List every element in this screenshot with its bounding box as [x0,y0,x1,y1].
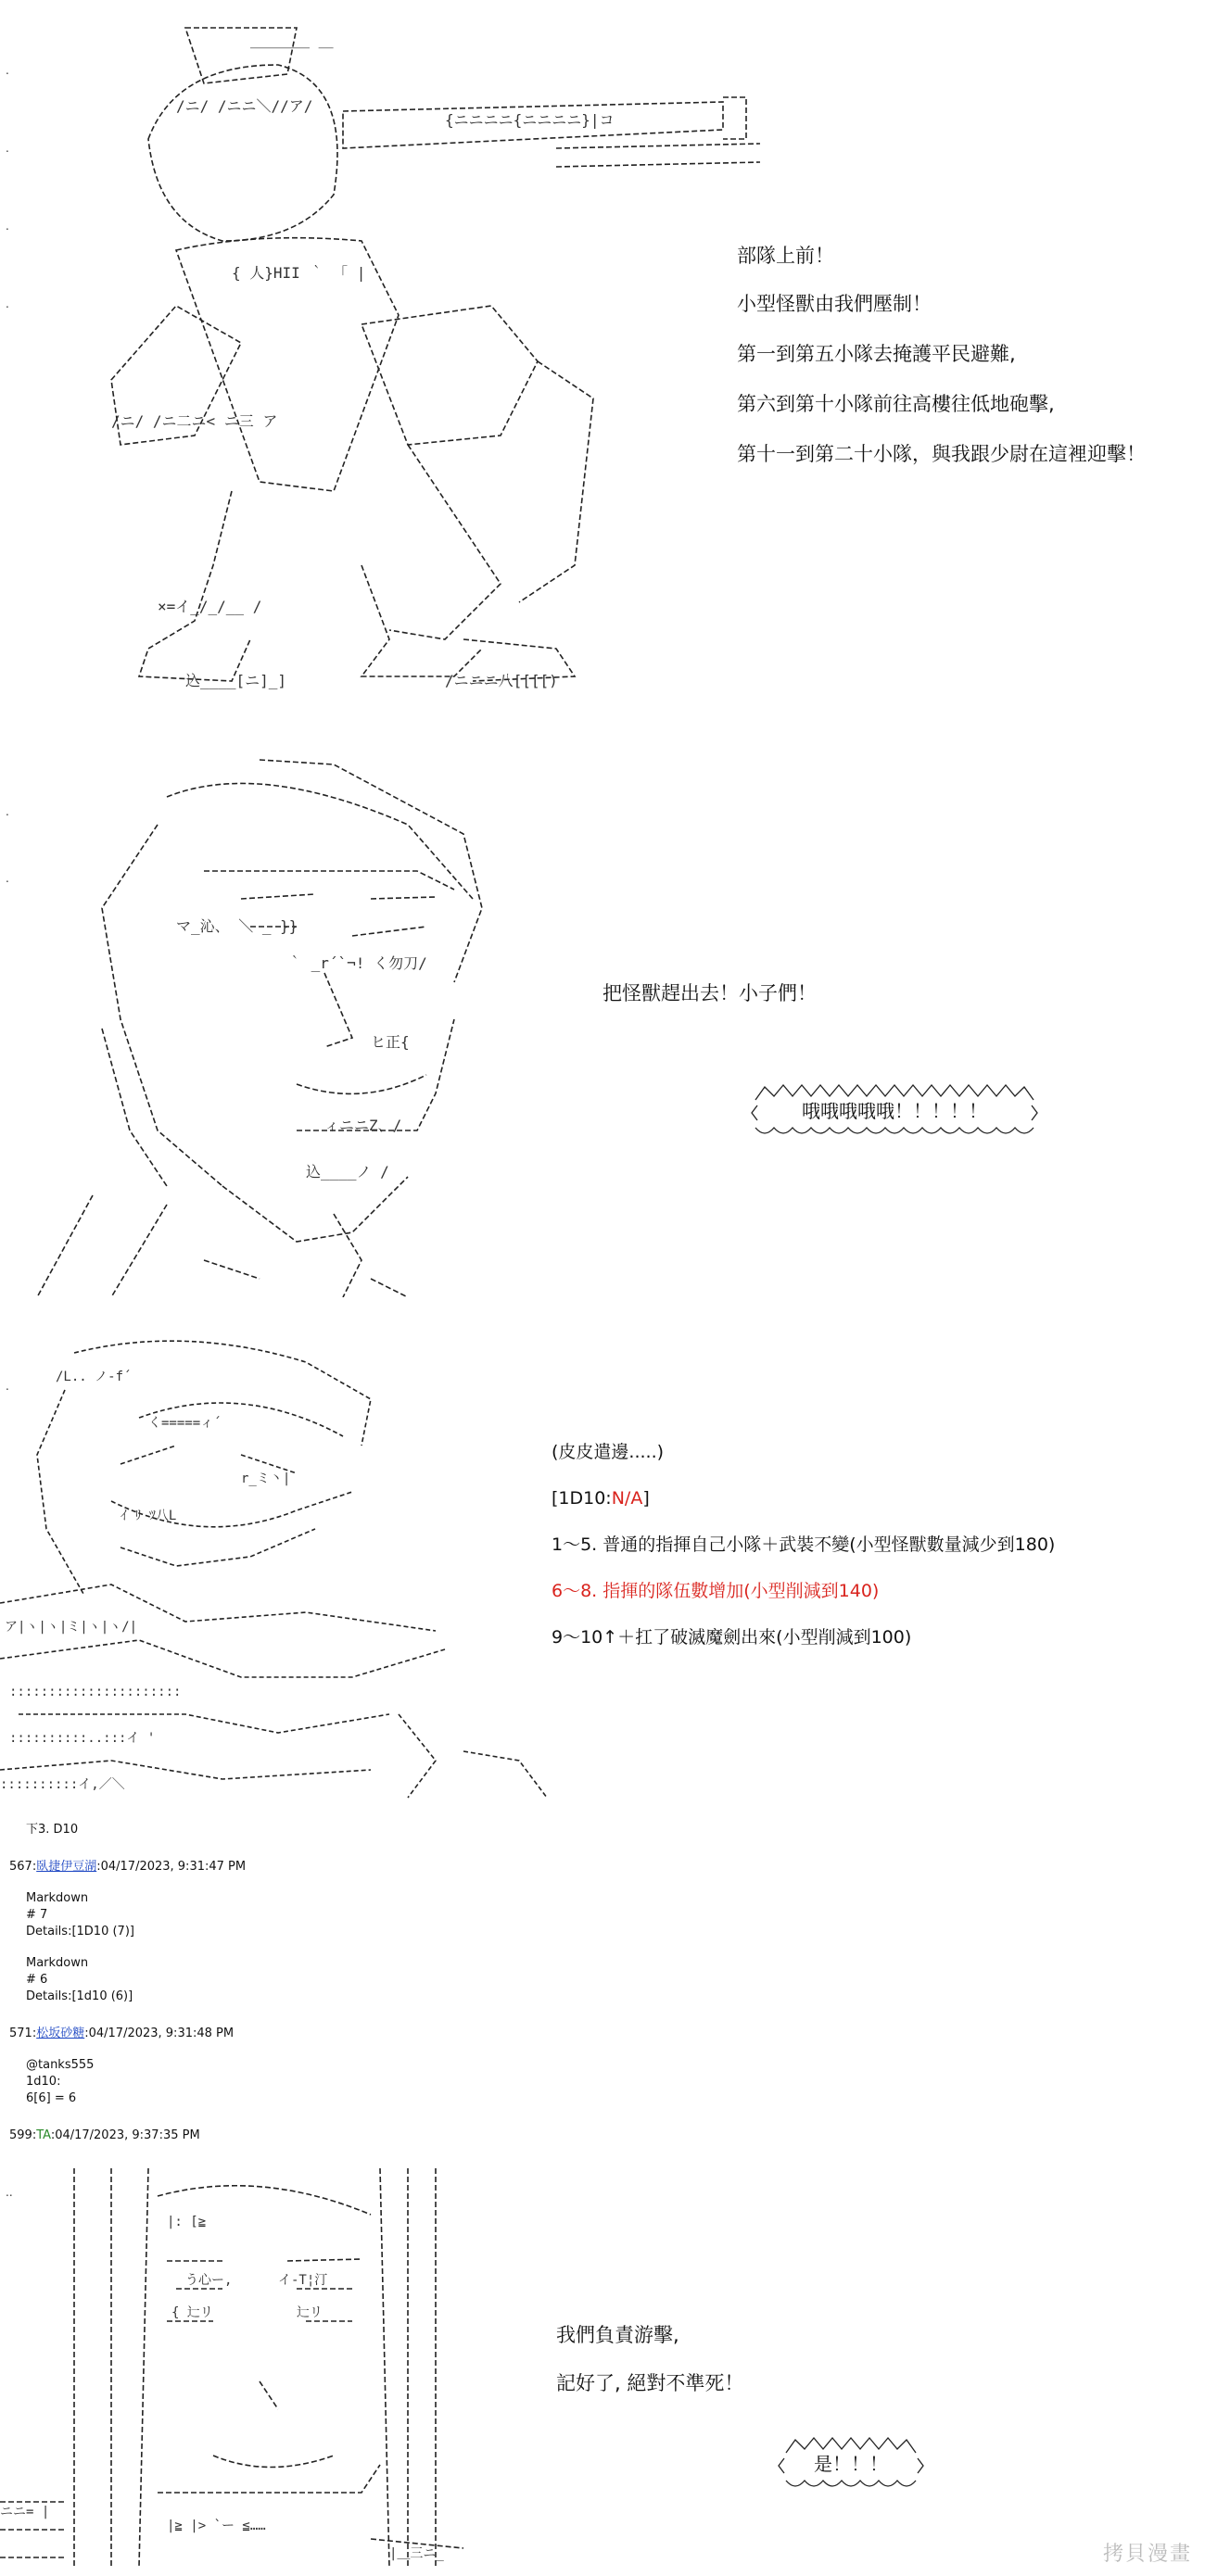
soldier-with-cannon-figure [56,9,797,713]
svg-text:{ 辷リ: { 辷リ [171,2305,213,2320]
post-time: :04/17/2023, 9:37:35 PM [50,2128,200,2142]
panel-4 [0,2159,1205,2576]
svg-text:込____ノ /: 込____ノ / [306,1163,389,1181]
shout-bubble [767,2432,934,2494]
post-body-line: 1d10: [26,2075,61,2089]
commander-face-figure [19,741,519,1297]
dialogue-line: 第六到第十小隊前往高樓往低地砲擊, [737,393,1055,415]
dialogue-line: 部隊上前！ [737,245,834,267]
svg-text:う心ー‚: う心ー‚ [185,2273,233,2288]
panel-2 [0,732,1205,1307]
svg-text:/ニ/ /ニニ＼//ア/: /ニ/ /ニニ＼//ア/ [176,97,313,115]
post-number: 567: [9,1860,37,1874]
dice-roll-close: ] [642,1488,650,1509]
shout-text: 哦哦哦哦哦！！！！！ [802,1100,987,1122]
post-time: :04/17/2023, 9:31:48 PM [84,2027,235,2040]
shout-bubble [746,1080,1043,1141]
margin-dots: . . [6,805,9,885]
post-user: TA [36,2128,51,2142]
post-body-line: @tanks555 [26,2058,95,2072]
outcome-option: 9～10↑＋扛了破滅魔劍出來(小型削減到100) [552,1627,912,1648]
svg-text:/ニニニ八[[[[): /ニニニ八[[[[) [445,672,558,689]
svg-text:/ニ/ /ニ二ニ< ニ三 ア: /ニ/ /ニ二ニ< ニ三 ア [111,412,278,430]
hooded-character-figure [0,2159,482,2567]
dice-roll-label: [1D10: [552,1488,612,1509]
post-user-link[interactable]: 松坂砂糖 [36,2027,85,2040]
post-body-line: # 6 [26,1973,48,1987]
margin-dots: . [6,1380,9,1393]
svg-text:|: [≧: |: [≧ [167,2215,207,2229]
post-time: :04/17/2023, 9:31:47 PM [96,1860,247,1874]
svg-text:{ニニニニ{ニニニニ}|コ: {ニニニニ{ニニニニ}|コ [445,111,615,129]
svg-text:込____[ニ]_]: 込____[ニ]_] [185,672,287,689]
svg-text:::::::::::..:::イ ': ::::::::::..:::イ ' [9,1731,156,1746]
svg-text:辷リ: 辷リ [297,2305,323,2320]
dialogue-line: (皮皮遣邊.....) [552,1442,665,1462]
post-body-line: Details:[1D10 (7)] [26,1925,134,1938]
post-header [9,1861,246,1873]
svg-text:::::::::::::::::::::::: :::::::::::::::::::::: [9,1685,182,1699]
svg-text:く=====ィ´: く=====ィ´ [148,1416,222,1431]
dialogue-line: 小型怪獸由我們壓制！ [737,293,932,315]
svg-text:{ 人}HII ｀ 「 |: { 人}HII ｀ 「 | [232,264,366,282]
post-number: 599: [9,2128,37,2142]
post-body-line: Details:[1d10 (6)] [26,1989,133,2003]
dice-roll-value: N/A [611,1488,643,1509]
svg-text:/L.. ノ-f´: /L.. ノ-f´ [56,1370,132,1384]
margin-dots: . . . . [6,64,9,310]
dialogue-line: 第十一到第二十小隊，與我跟少尉在這裡迎擊！ [737,443,1146,465]
shout-text: 是！！！ [814,2453,888,2475]
dialogue-line: 記好了, 絕對不準死！ [556,2372,744,2394]
svg-text:::::::::::イ‚／＼: ::::::::::イ‚／＼ [0,1777,125,1792]
svg-text:イ-T¦汀: イ-T¦汀 [278,2273,328,2288]
svg-text:｀ _r´`¬! く勿刀/: ｀ _r´`¬! く勿刀/ [287,954,427,972]
post-body-line: Markdown [26,1956,89,1970]
dialogue-line: 我們負責游擊, [556,2324,679,2346]
dialogue-line: 第一到第五小隊去掩護平民避難, [737,343,1016,365]
post-body-line: 6[6] = 6 [26,2091,77,2105]
dialogue-line: 把怪獸趕出去！小子們！ [602,982,817,1004]
grinning-character-figure [0,1325,556,1807]
svg-text:×=イ_/_/__ /: ×=イ_/_/__ / [158,598,262,615]
post-number: 571: [9,2027,37,2040]
post-user-link[interactable]: 臥捷伊豆湖 [36,1860,97,1874]
svg-text:ア|ヽ|ヽ|ミ|ヽ|ヽ/|: ア|ヽ|ヽ|ミ|ヽ|ヽ/| [5,1620,138,1635]
svg-text:ｲ ﾘ ﾂ八L: ｲ ﾘ ﾂ八L [120,1509,177,1523]
margin-dots: .. [6,2186,13,2199]
svg-text:ニニ= |: ニニ= | [0,2505,50,2519]
svg-text:r_ミ丶|: r_ミ丶| [241,1471,291,1486]
post-header [9,2129,200,2141]
svg-text:＿＿＿＿ ＿: ＿＿＿＿ ＿ [250,32,334,50]
dice-roll-line [552,1490,650,1508]
svg-text:マ_沁、 ＼ _ }}: マ_沁、 ＼ _ }} [176,917,298,935]
svg-text:|＿三ニ_: |＿三ニ_ [389,2546,444,2561]
post-body-line: Markdown [26,1891,89,1905]
outcome-option: 1～5. 普通的指揮自己小隊＋武裝不變(小型怪獸數量減少到180) [552,1534,1056,1555]
panel-1 [0,0,1205,704]
post-header [9,2027,234,2039]
svg-text:ヒ正{: ヒ正{ [371,1033,410,1051]
outcome-option-highlighted: 6～8. 指揮的隊伍數增加(小型削減到140) [552,1581,880,1601]
watermark-text: 拷貝漫畫 [1102,2543,1192,2566]
svg-text:ィニニZ、/: ィニニZ、/ [324,1117,402,1134]
post-body-line: # 7 [26,1908,48,1922]
log-header: 下3. D10 [26,1823,79,1837]
svg-text:|≧ |> `ー ≦……: |≧ |> `ー ≦…… [167,2519,266,2533]
panel-3 [0,1325,1205,1807]
